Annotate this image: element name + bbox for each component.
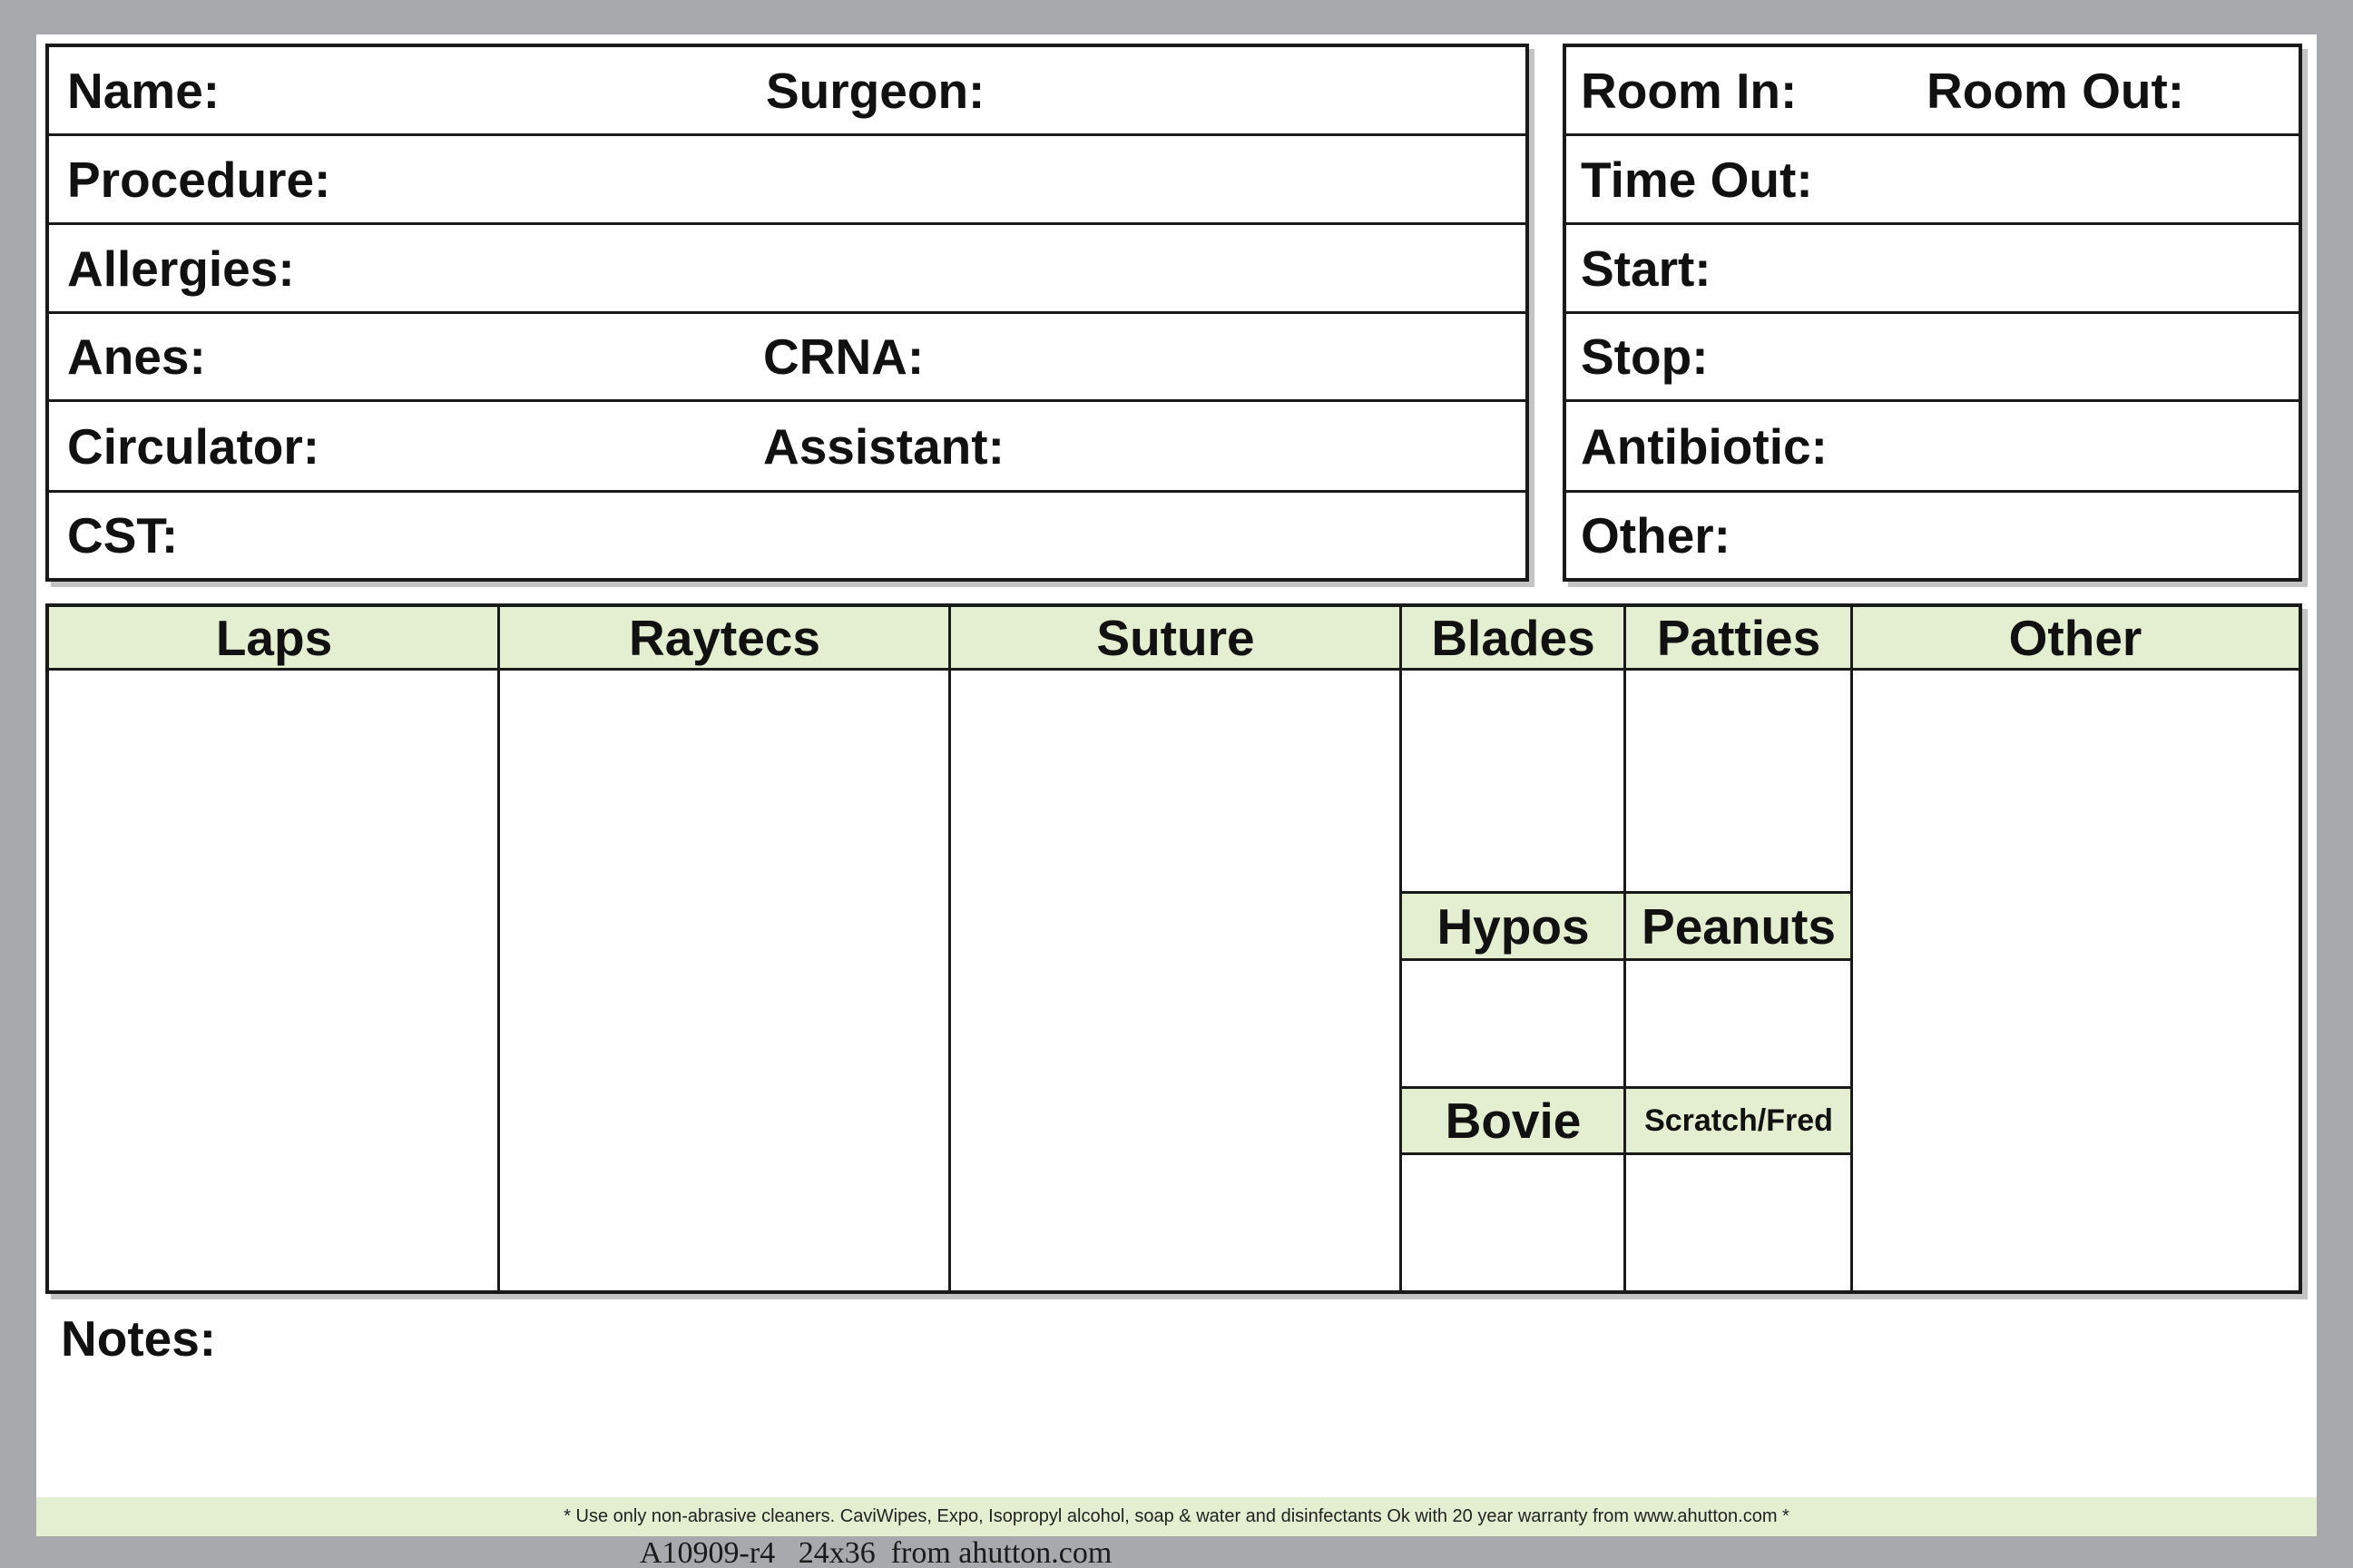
- row-start: [1566, 225, 2299, 314]
- row-name-surgeon: [49, 47, 1525, 136]
- room-in-label: Room In:: [1581, 62, 1798, 119]
- row-cst: [49, 493, 1525, 578]
- row-allergies: [49, 225, 1525, 314]
- row-procedure: [49, 136, 1525, 225]
- stop-label: Stop:: [1581, 328, 1709, 385]
- footer-warranty-text: * Use only non-abrasive cleaners. CaviWipes, Expo, Isopropyl alcohol, soap & water and disinfectants Ok with 20 year warranty from www.ahutton.com *: [564, 1506, 1789, 1526]
- footer-strip: [36, 1497, 2317, 1536]
- header-raytecs: Raytecs: [499, 607, 950, 671]
- header-other: Other: [1852, 607, 2299, 671]
- crna-label: CRNA:: [763, 328, 925, 385]
- column-divider: [1850, 607, 1853, 1290]
- circulator-label: Circulator:: [67, 417, 320, 475]
- start-label: Start:: [1581, 240, 1711, 297]
- subheader-peanuts: Peanuts: [1625, 891, 1852, 961]
- row-room-in-out: [1566, 47, 2299, 136]
- column-divider: [948, 607, 951, 1290]
- whiteboard: [36, 34, 2317, 1536]
- notes-label: Notes:: [61, 1310, 217, 1367]
- header-blades: Blades: [1401, 607, 1625, 671]
- anes-label: Anes:: [67, 328, 206, 385]
- column-divider: [1399, 607, 1402, 1290]
- row-antibiotic: [1566, 402, 2299, 493]
- patient-info-box: [45, 44, 1529, 582]
- header-laps: Laps: [49, 607, 499, 671]
- subheader-bovie: Bovie: [1401, 1086, 1625, 1155]
- column-divider: [1623, 607, 1626, 1290]
- row-time-out: [1566, 136, 2299, 225]
- row-other-time: [1566, 493, 2299, 578]
- header-patties: Patties: [1625, 607, 1852, 671]
- time-out-label: Time Out:: [1581, 151, 1813, 208]
- other-time-label: Other:: [1581, 507, 1730, 564]
- antibiotic-label: Antibiotic:: [1581, 417, 1828, 475]
- row-stop: [1566, 314, 2299, 402]
- procedure-label: Procedure:: [67, 151, 331, 208]
- surgeon-label: Surgeon:: [766, 62, 985, 119]
- header-suture: Suture: [950, 607, 1401, 671]
- allergies-label: Allergies:: [67, 240, 295, 297]
- time-info-box: [1563, 44, 2302, 582]
- column-divider: [497, 607, 500, 1290]
- room-out-label: Room Out:: [1927, 62, 2185, 119]
- product-code: A10909-r4 24x36 from ahutton.com: [640, 1536, 1113, 1568]
- subheader-hypos: Hypos: [1401, 891, 1625, 961]
- count-grid: [45, 603, 2302, 1294]
- name-label: Name:: [67, 62, 221, 119]
- cst-label: CST:: [67, 507, 179, 564]
- assistant-label: Assistant:: [763, 417, 1005, 475]
- subheader-scratch-fred: Scratch/Fred: [1625, 1086, 1852, 1155]
- row-anes-crna: [49, 314, 1525, 402]
- row-circulator-assistant: [49, 402, 1525, 493]
